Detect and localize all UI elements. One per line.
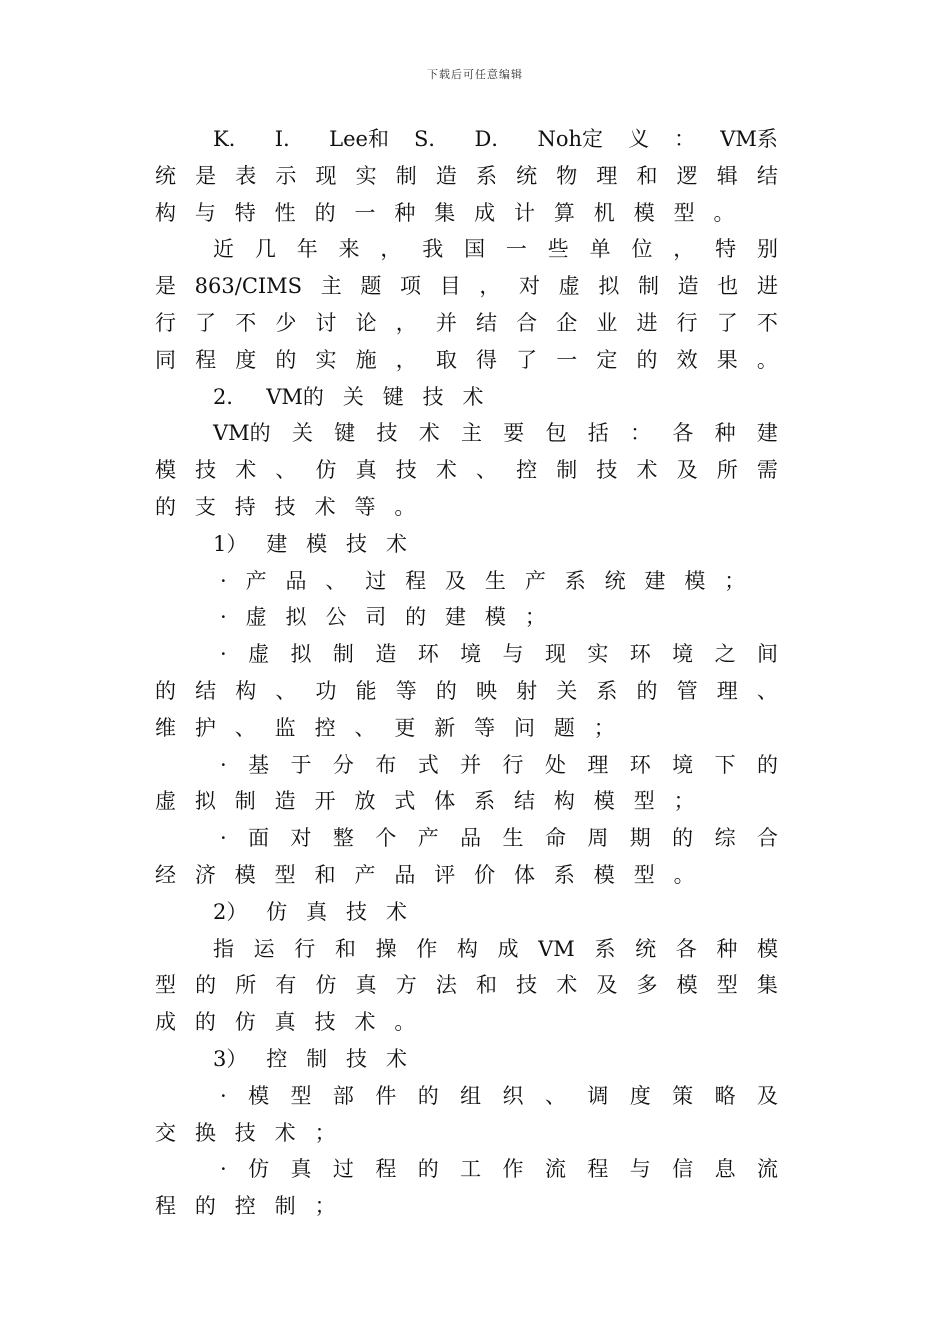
text-line: 维 护 、 监 控 、 更 新 等 问 题 ； <box>155 715 615 740</box>
text-line: 指 运 行 和 操 作 构 成 VM 系 统 各 种 模 <box>213 936 778 961</box>
text-line: 构 与 特 性 的 一 种 集 成 计 算 机 模 型 。 <box>155 200 735 225</box>
text-line: 经 济 模 型 和 产 品 评 价 体 系 模 型 。 <box>155 862 695 887</box>
text-line: · 虚 拟 制 造 环 境 与 现 实 环 境 之 间 <box>220 642 778 667</box>
text-line: 的 支 持 技 术 等 。 <box>155 494 416 519</box>
text-line: · 面 对 整 个 产 品 生 命 周 期 的 综 合 <box>220 826 778 851</box>
text-line: 统 是 表 示 现 实 制 造 系 统 物 理 和 逻 辑 结 <box>155 163 778 188</box>
page-header: 下载后可任意编辑 <box>427 68 523 81</box>
text-line: VM的 关 键 技 术 主 要 包 括 ： 各 种 建 <box>213 421 778 446</box>
text-line: · 虚 拟 公 司 的 建 模 ； <box>220 605 546 630</box>
text-line: 交 换 技 术 ； <box>155 1120 336 1145</box>
text-line: 成 的 仿 真 技 术 。 <box>155 1010 416 1035</box>
text-line: 2） 仿 真 技 术 <box>213 899 407 924</box>
text-line: 是 863/CIMS 主 题 项 目 ， 对 虚 拟 制 造 也 进 <box>155 274 778 299</box>
text-line: 近 几 年 来 ， 我 国 一 些 单 位 ， 特 别 <box>213 237 778 262</box>
text-line: 程 的 控 制 ； <box>155 1194 336 1219</box>
text-line: · 基 于 分 布 式 并 行 处 理 环 境 下 的 <box>220 752 778 777</box>
text-line: 型 的 所 有 仿 真 方 法 和 技 术 及 多 模 型 集 <box>155 973 778 998</box>
text-line: · 模 型 部 件 的 组 织 、 调 度 策 略 及 <box>220 1083 778 1108</box>
text-line: · 产 品 、 过 程 及 生 产 系 统 建 模 ； <box>220 568 746 593</box>
text-line: 3） 控 制 技 术 <box>213 1046 407 1071</box>
text-line: 模 技 术 、 仿 真 技 术 、 控 制 技 术 及 所 需 <box>155 458 778 483</box>
text-line: 2． VM的 关 键 技 术 <box>213 384 484 409</box>
text-line: 1） 建 模 技 术 <box>213 531 407 556</box>
text-line: K． I． Lee和 S． D． Noh定 义 ： VM系 <box>213 127 778 151</box>
text-line: 虚 拟 制 造 开 放 式 体 系 结 构 模 型 ； <box>155 789 695 814</box>
text-line: · 仿 真 过 程 的 工 作 流 程 与 信 息 流 <box>220 1157 778 1182</box>
text-line: 同 程 度 的 实 施 ， 取 得 了 一 定 的 效 果 。 <box>155 347 778 372</box>
text-line: 行 了 不 少 讨 论 ， 并 结 合 企 业 进 行 了 不 <box>155 310 778 335</box>
document-body <box>155 121 778 1225</box>
text-line: 的 结 构 、 功 能 等 的 映 射 关 系 的 管 理 、 <box>155 678 778 703</box>
